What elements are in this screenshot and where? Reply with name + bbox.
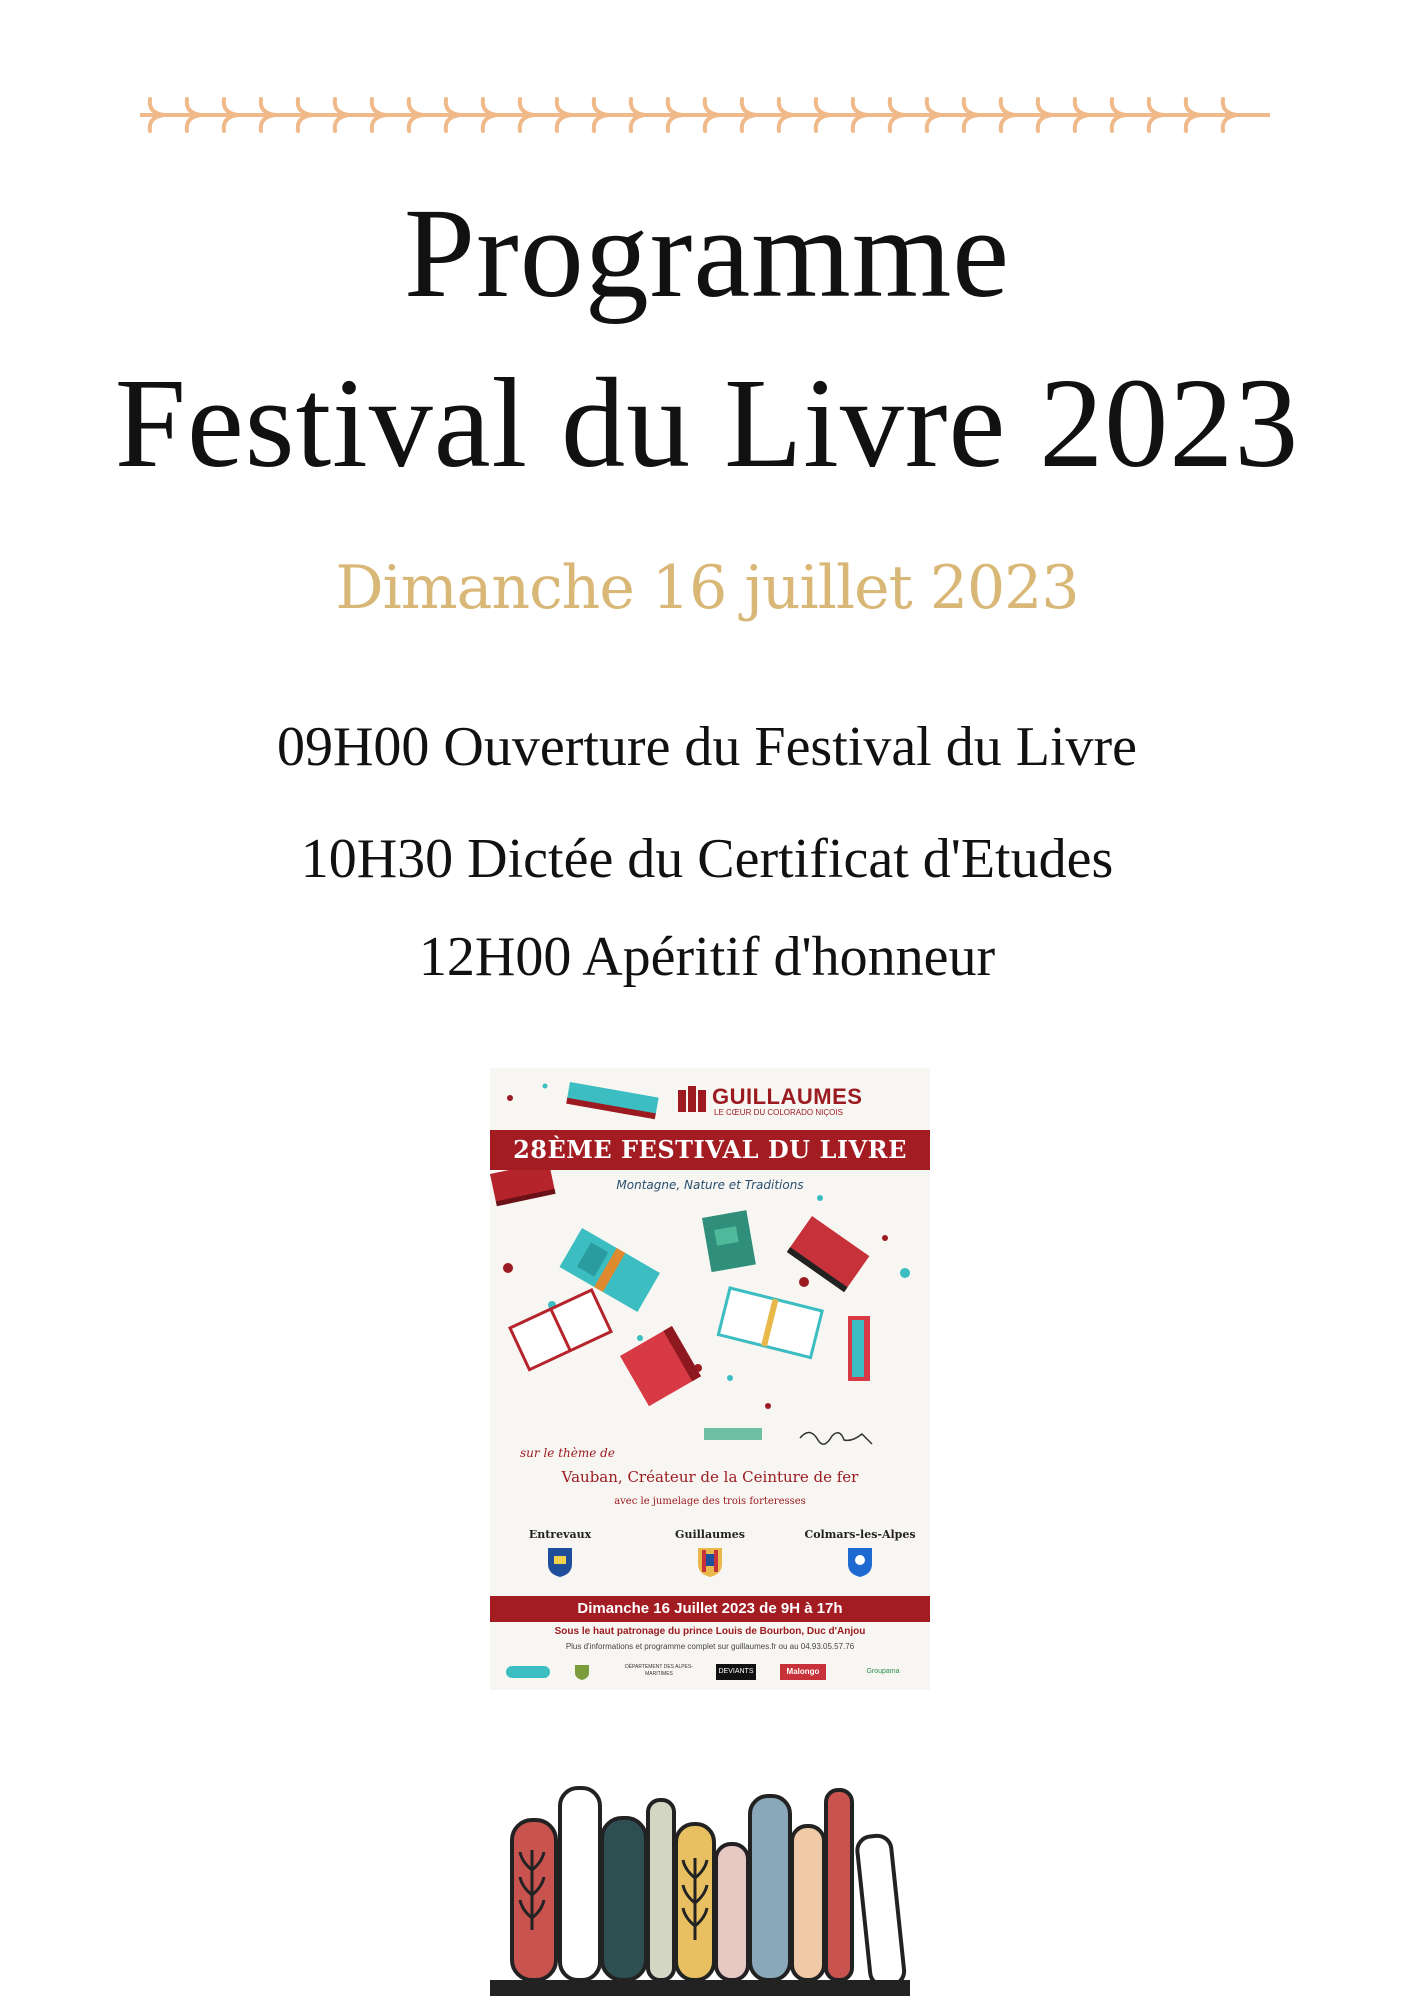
poster-info: Plus d'informations et programme complet sur guillaumes.fr ou au 04.93.05.57.76 (565, 1642, 855, 1651)
vine-leaf (409, 99, 423, 115)
vine-leaf (927, 115, 941, 131)
vine-leaf (742, 99, 756, 115)
guillaumes-logo-icon (676, 1084, 708, 1114)
vine-leaf (1112, 99, 1126, 115)
vine-leaf (446, 115, 460, 131)
poster-theme-lead: sur le thème de (520, 1446, 615, 1460)
poster-theme: Vauban, Créateur de la Ceinture de fer (561, 1468, 859, 1486)
sponsor-crest-icon (572, 1664, 592, 1680)
entrevaux-crest-icon (546, 1546, 574, 1578)
vine-leaf (631, 99, 645, 115)
vine-leaf (594, 115, 608, 131)
vine-leaf (668, 115, 682, 131)
decorative-vine (140, 90, 1270, 140)
vine-leaf (224, 99, 238, 115)
vine-leaf (1075, 115, 1089, 131)
schedule-item: 09H00 Ouverture du Festival du Livre (276, 716, 1138, 778)
vine-leaf (742, 115, 756, 131)
festival-poster (490, 1068, 930, 1690)
schedule-item: 12H00 Apéritif d'honneur (418, 926, 996, 988)
bookshelf-illustration (490, 1760, 930, 1996)
page-title-line-1: Programme (403, 182, 1011, 324)
vine-leaf (1001, 115, 1015, 131)
vine-leaf (890, 99, 904, 115)
vine-leaf (1038, 99, 1052, 115)
vine-leaf (372, 115, 386, 131)
vine-leaf (409, 115, 423, 131)
vine-leaf (298, 99, 312, 115)
vine-leaf (1112, 115, 1126, 131)
vine-leaf (557, 99, 571, 115)
flying-books-illustration (490, 1068, 930, 1468)
vine-leaf (372, 99, 386, 115)
sponsor-logo-icon (506, 1664, 550, 1680)
vine-leaf (964, 99, 978, 115)
vine-leaf (1186, 115, 1200, 131)
page-title-line-2: Festival du Livre 2023 (114, 352, 1300, 494)
vine-leaf (779, 99, 793, 115)
vine-leaf (853, 99, 867, 115)
vine-leaf (483, 99, 497, 115)
sponsor-departement: DÉPARTEMENT DES ALPES-MARITIMES (625, 1664, 693, 1677)
vine-leaf (631, 115, 645, 131)
vine-leaf (594, 99, 608, 115)
town-guillaumes: Guillaumes (675, 1528, 745, 1541)
vine-leaf (187, 99, 201, 115)
vine-leaf (520, 115, 534, 131)
vine-leaf (816, 115, 830, 131)
poster-brand-tagline: LE CŒUR DU COLORADO NIÇOIS (714, 1108, 843, 1117)
schedule-item: 10H30 Dictée du Certificat d'Etudes (300, 828, 1114, 890)
vine-leaf (668, 99, 682, 115)
vine-leaf (705, 115, 719, 131)
vine-leaf (150, 99, 164, 115)
vine-leaf (446, 99, 460, 115)
vine-leaf (557, 115, 571, 131)
vine-leaf (520, 99, 534, 115)
sponsor-groupama: Groupama (866, 1668, 900, 1675)
vine-leaf (705, 99, 719, 115)
vine-leaf (1149, 99, 1163, 115)
vine-leaf (335, 99, 349, 115)
town-colmars: Colmars-les-Alpes (804, 1528, 916, 1541)
vine-leaf (1075, 99, 1089, 115)
vine-leaf (890, 115, 904, 131)
colmars-crest-icon (846, 1546, 874, 1578)
poster-date-banner: Dimanche 16 Juillet 2023 de 9H à 17h (490, 1596, 930, 1622)
vine-leaf (187, 115, 201, 131)
poster-twinning: avec le jumelage des trois forteresses (614, 1496, 806, 1507)
poster-patronage: Sous le haut patronage du prince Louis de Bourbon, Duc d'Anjou (554, 1626, 866, 1637)
vine-leaf (1223, 115, 1237, 131)
poster-subtitle: Montagne, Nature et Traditions (616, 1178, 804, 1192)
poster-brand: GUILLAUMES (712, 1084, 863, 1109)
town-entrevaux: Entrevaux (528, 1528, 592, 1541)
vine-leaf (1186, 99, 1200, 115)
sponsor-deviants: DEVIANTS (716, 1664, 756, 1680)
vine-leaf (779, 115, 793, 131)
poster-title-banner: 28ÈME FESTIVAL DU LIVRE (490, 1130, 930, 1170)
vine-leaf (298, 115, 312, 131)
vine-leaf (224, 115, 238, 131)
vine-leaf (335, 115, 349, 131)
vine-leaf (816, 99, 830, 115)
vine-leaf (1001, 99, 1015, 115)
vine-leaf (1223, 99, 1237, 115)
vine-leaf (927, 99, 941, 115)
guillaumes-crest-icon (696, 1546, 724, 1578)
vine-leaf (964, 115, 978, 131)
vine-leaf (150, 115, 164, 131)
vine-leaf (1038, 115, 1052, 131)
vine-leaf (853, 115, 867, 131)
sponsor-malongo: Malongo (780, 1664, 826, 1680)
vine-leaf (261, 99, 275, 115)
vine-leaf (483, 115, 497, 131)
event-date: Dimanche 16 juillet 2023 (335, 553, 1079, 623)
vine-leaf (261, 115, 275, 131)
vine-leaf (1149, 115, 1163, 131)
